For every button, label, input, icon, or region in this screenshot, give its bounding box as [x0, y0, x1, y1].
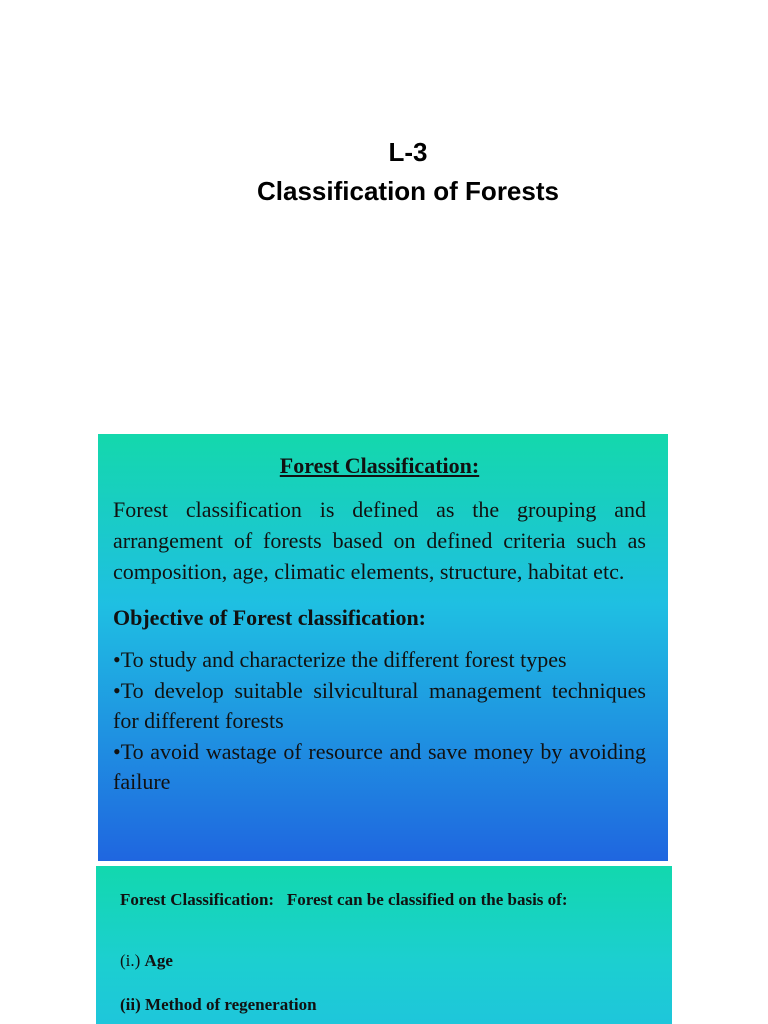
slide-forest-classification-definition: [98, 434, 668, 861]
objectives-list: [113, 645, 646, 798]
basis-item-label: Age: [144, 951, 173, 970]
objectives-heading: Objective of Forest classification:: [113, 605, 427, 630]
objective-item: •To study and characterize the different forest types: [113, 647, 567, 672]
basis-item-number: (ii): [120, 995, 141, 1014]
page-title: Classification of Forests: [257, 176, 559, 206]
basis-item: [120, 994, 672, 1016]
lesson-number: L-3: [388, 137, 428, 167]
definition-text: Forest classification is defined as the grouping and arrangement of forests based on defined criteria such as composition, age, climatic elements, structure, habitat etc.: [113, 497, 646, 584]
basis-item: [120, 950, 672, 972]
objective-item: •To avoid wastage of resource and save money by avoiding failure: [113, 738, 646, 794]
basis-item-label: Method of regeneration: [145, 995, 317, 1014]
slide-heading: Forest Classification:: [279, 453, 480, 478]
basis-intro-text: Forest can be classified on the basis of:: [286, 890, 568, 909]
basis-intro: [120, 889, 672, 911]
objective-item: •To develop suitable silvicultural management techniques for different forests: [113, 677, 646, 733]
lecture-title-block: [0, 133, 768, 211]
slide-classification-basis: [96, 866, 672, 1024]
basis-item-number: (i.): [120, 951, 141, 970]
basis-intro-label: Forest Classification:: [120, 890, 275, 909]
